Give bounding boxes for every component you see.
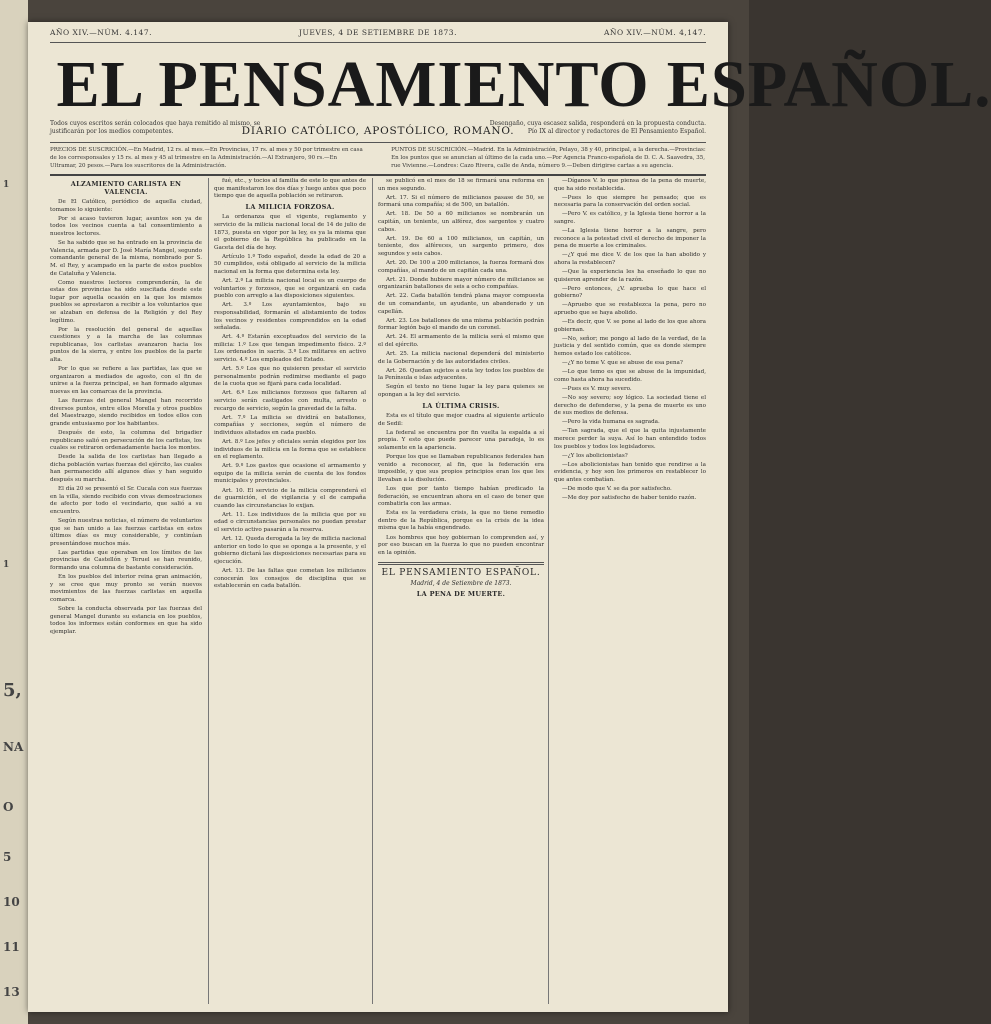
article-paragraph: —Los abolicionistas han tenido que rendirse a la evidencia, y hoy son los primeros en restablecer lo que antes combatían. xyxy=(554,461,706,483)
article-paragraph: Art. 23. Los batallones de una misma población podrán formar legión bajo el mando de un coronel. xyxy=(378,317,544,332)
article-paragraph: Las fuerzas del general Mangel han recorrido diversos puntos, entre ellos Morella y otros pueblos del Maestrazgo, siendo recibidos en todos ellos con grande entusiasmo por los habitantes. xyxy=(50,398,202,427)
masthead-subtitle: DIARIO CATÓLICO, APOSTÓLICO, ROMANO. xyxy=(241,125,515,137)
strip-text: 13 xyxy=(3,985,20,999)
article-paragraph: Art. 21. Donde hubiere mayor número de milicianos se organizarán batallones de seis a ocho compañías. xyxy=(378,276,544,291)
editorial-date: Madrid, 4 de Setiembre de 1873. xyxy=(410,579,512,587)
inner-masthead: EL PENSAMIENTO ESPAÑOL. xyxy=(381,568,541,579)
column-rule xyxy=(372,178,373,1004)
article-paragraph: Las partidas que operaban en los límites de las provincias de Castellón y Teruel se han reunido, formando una columna de bastante consideración. xyxy=(50,549,202,571)
article-paragraph: Art. 12. Queda derogada la ley de milicia nacional anterior en todo lo que se oponga a la presente, y el gobierno dictará las disposiciones necesarias para su ejecución. xyxy=(214,536,366,565)
article-paragraph: —No, señor; me pongo al lado de la verdad, de la justicia y del sentido común, que es donde siempre hemos estado los católicos. xyxy=(554,335,706,357)
article-paragraph: —Lo que temo es que se abuse de la impunidad, como hasta ahora ha sucedido. xyxy=(554,369,706,383)
article-paragraph: Como nuestros lectores comprenderán, la de estas dos provincias ha sido suscitada desde este lugar por aquella ocasión en la que los mismos pueblos se aprestaron a recibir a los voluntarios que se alzaban en defensa de la Religión y del Rey legítimo. xyxy=(50,279,202,324)
masthead-note-right: Desengaño, cuya escasez salida, responderá en la propuesta conducta. Pío IX al director y redactores de El Pensamiento Español. xyxy=(489,120,706,135)
article-paragraph: Esta es el título que mejor cuadra al siguiente artículo de Sedil: xyxy=(378,413,544,427)
article-paragraph: Sobre la conducta observada por las fuerzas del general Mangel durante su estancia en los pueblos, todos los informes están conformes en que ha sido ejemplar. xyxy=(50,605,202,635)
strip-text: 11 xyxy=(3,940,20,954)
article-paragraph: Art. 7.º La milicia se dividirá en batallones, compañías y secciones, según el número de individuos alistados en cada pueblo. xyxy=(214,414,366,436)
article-paragraph: Art. 4.º Estarán exceptuados del servicio de la milicia: 1.º Los que tengan impedimento físico. 2.º Los ordenados in sacris. 3.º Los militares en activo servicio. 4.º Los empleados del Estado. xyxy=(214,334,366,364)
article-paragraph: Según nuestras noticias, el número de voluntarios que se han unido a las fuerzas carlistas en estos últimos días es muy considerable, y continúan presentándose muchos más. xyxy=(50,517,202,547)
article-paragraph: —Pero entonces, ¿V. aprueba lo que hace el gobierno? xyxy=(554,285,706,300)
masthead-note-left: Todos cuyos escritos serán colocados que haya remitido al mismo, se justificarán por los medios competentes. xyxy=(50,120,261,135)
column-rule xyxy=(208,178,209,1004)
top-rule xyxy=(50,42,706,43)
article-paragraph: —No soy severo; soy lógico. La sociedad tiene el derecho de defenderse, y la pena de muerte es uno de sus medios de defensa. xyxy=(554,394,706,417)
strip-text: 1 xyxy=(3,560,10,570)
article-paragraph: Según el texto no tiene lugar la ley para quienes se opongan a la ley del servicio. xyxy=(378,384,544,398)
article-paragraph: —¿Y qué me dice V. de los que la han abolido y ahora la restablecen? xyxy=(554,252,706,266)
article-paragraph: Art. 25. La milicia nacional dependerá del ministerio de la Gobernación y de las autoridades civiles. xyxy=(378,350,544,365)
article-paragraph: Esta es la verdadera crisis, la que no tiene remedio dentro de la República, porque es la crisis de la idea misma que la había engendrado. xyxy=(378,510,544,532)
masthead-rule xyxy=(50,142,706,143)
article-paragraph: —Es decir, que V. se pone al lado de los que ahora gobiernan. xyxy=(554,319,706,333)
article-paragraph: Art. 8.º Los jefes y oficiales serán elegidos por los individuos de la milicia en la forma que se establece en el reglamento. xyxy=(214,439,366,461)
article-paragraph: se publicó en el mes de 18 se firmará una reforma en un mes segundo. xyxy=(378,178,544,192)
article-paragraph: Por la resolución del general de aquellas cuestiones y a la marcha de las columnas republicanas, los carlistas avanzaron hacia los puntos de la sierra, y entre los pueblos de la parte alta. xyxy=(50,326,202,364)
article-paragraph: —Tan sagrada, que el que la quita injustamente merece perder la suya. Así lo han entendido todos los pueblos y todos los legisladores. xyxy=(554,428,706,450)
issue-line xyxy=(50,28,706,42)
article-paragraph: —¿Y no teme V. que se abuse de esa pena? xyxy=(562,360,683,367)
article-paragraph: —Díganos V. lo que piensa de la pena de muerte, que ha sido restablecida. xyxy=(554,178,706,192)
masthead-title: EL PENSAMIENTO ESPAÑOL. xyxy=(56,48,991,121)
adjacent-page-strip xyxy=(0,0,28,1024)
article-paragraph: Art. 18. De 50 a 60 milicianos se nombrarán un capitán, un teniente, un alférez, dos sargentos y cuatro cabos. xyxy=(378,211,544,233)
issue-date: JUEVES, 4 DE SETIEMBRE DE 1873. xyxy=(299,28,457,37)
article-paragraph: Por si acaso tuvieron lugar, asuntos son ya de todos los vecinos cuenta a tal consentimiento a nuestros lectores. xyxy=(50,215,202,238)
article-paragraph: —Apruebo que se restablezca la pena, pero no apruebo que se haya abolido. xyxy=(554,302,706,316)
body-rule xyxy=(50,174,706,176)
column-4 xyxy=(554,178,706,1004)
article-paragraph: Por lo que se refiere a las partidas, las que se organizaron a mediados de agosto, con el fin de unirse a la fuerza principal, se han formado algunas nuevas en las comarcas de la provincia. xyxy=(50,366,202,395)
strip-text: NA xyxy=(3,740,24,754)
article-paragraph: El día 20 se presentó el Sr. Cucala con sus fuerzas en la villa, siendo recibido con vivas demostraciones de afecto por todo el vecindario, que salió a su encuentro. xyxy=(50,486,202,515)
issue-number-right: AÑO XIV.—NÚM. 4,147. xyxy=(604,28,706,37)
article-paragraph: Art. 22. Cada batallón tendrá plana mayor compuesta de un comandante, un ayudante, un abanderado y un capellán. xyxy=(378,293,544,315)
article-paragraph: Art. 9.º Los gastos que ocasione el armamento y equipo de la milicia serán de cuenta de los fondos municipales y provinciales. xyxy=(214,463,366,485)
article-paragraph: Art. 6.º Los milicianos forzosos que faltaren al servicio serán castigados con multa, arresto o recargo de servicio, según la gravedad de la falta. xyxy=(214,390,366,412)
article-paragraph: En los pueblos del interior reina gran animación, y se cree que muy pronto se verán nuevos movimientos de las fuerzas carlistas en aquella comarca. xyxy=(50,574,202,603)
article-paragraph: Art. 17. Si el número de milicianos pasase de 50, se formará una compañía; si de 500, un batallón. xyxy=(378,194,544,209)
article-heading: LA ÚLTIMA CRISIS. xyxy=(422,401,500,410)
strip-text: 1 xyxy=(3,180,10,190)
article-paragraph: —La Iglesia tiene horror a la sangre, pero reconoce a la potestad civil el derecho de imponer la pena de muerte a los criminales. xyxy=(554,228,706,250)
article-paragraph: Se ha sabido que se ha entrado en la provincia de Valencia, armada por D. José María Mangel, segundo comandante general de la misma, nombrado por S. M. el Rey, y acampado en la parte de estos pueblos de Cataluña y Valencia. xyxy=(50,240,202,277)
article-heading: LA MILICIA FORZOSA. xyxy=(245,202,335,211)
article-paragraph: Desde la salida de los carlistas han llegado a dicha población varias fuerzas del ejército, las cuales han permanecido allí algunos días y han seguido después su marcha. xyxy=(50,454,202,483)
column-1 xyxy=(50,178,202,1004)
strip-text: 10 xyxy=(3,895,20,909)
article-paragraph: Art. 11. Los individuos de la milicia que por su edad o circunstancias personales no puedan prestar el servicio activo pasarán a la reserva. xyxy=(214,511,366,534)
article-paragraph: fué, etc., y tocios al familia de este lo que antes de que manifestaron los dos días y luego antes que poco tiempo que de aquella población se retiraron. xyxy=(214,178,366,200)
article-paragraph: —Pues es V. muy severo. xyxy=(562,385,632,392)
article-paragraph: Art. 2.º La milicia nacional local es un cuerpo de voluntarios y forzosos, que se organizará en cada pueblo con arreglo a las disposiciones siguientes. xyxy=(214,278,366,300)
strip-text: 5 xyxy=(3,850,12,864)
article-paragraph: —Que la experiencia les ha enseñado lo que no quisieron aprender de la razón. xyxy=(554,269,706,283)
article-paragraph: —Pues lo que siempre he pensado; que es necesaria para la conservación del orden social. xyxy=(554,194,706,209)
column-rule xyxy=(548,178,549,1004)
section-divider xyxy=(378,562,544,565)
article-paragraph: —Me doy por satisfecho de haber tenido razón. xyxy=(562,495,697,502)
column-2 xyxy=(214,178,366,1004)
article-paragraph: Art. 20. De 100 a 200 milicianos, la fuerza formará dos compañías, al mando de un capitán cada una. xyxy=(378,259,544,274)
column-3 xyxy=(378,178,544,1004)
article-paragraph: Los que por tanto tiempo habían predicado la federación, se encuentran ahora en el caso de tener que combatirla con las armas. xyxy=(378,485,544,508)
article-heading: LA PENA DE MUERTE. xyxy=(416,589,506,598)
issue-number-left: AÑO XIV.—NÚM. 4.147. xyxy=(50,28,152,37)
article-paragraph: Art. 10. El servicio de la milicia comprenderá el de guarnición, el de vigilancia y el de campaña cuando las circunstancias lo exijan. xyxy=(214,487,366,509)
subscription-prices xyxy=(50,146,706,172)
article-heading: ALZAMIENTO CARLISTA EN VALENCIA. xyxy=(70,180,182,196)
article-paragraph: —Pero la vida humana es sagrada. xyxy=(562,419,660,426)
newspaper-page xyxy=(28,22,991,1012)
strip-text: O xyxy=(3,800,14,814)
article-paragraph: Artículo 1.º Todo español, desde la edad de 20 a 50 cumplidos, está obligado al servicio de la milicia nacional en la forma que determina esta ley. xyxy=(214,253,366,276)
article-paragraph: —¿Y los abolicionistas? xyxy=(562,452,628,459)
prices-left: PRECIOS DE SUSCRICIÓN.—En Madrid, 12 rs. al mes.—En Provincias, 17 rs. al mes y 50 por trimestre en casa de los corresponsales y 15 rs. al mes y 45 al trimestre en la Administración.—Al Extranjero, 90 rs.—En Ultramar, 20 pesos.—Para los suscritores de la Administración. xyxy=(50,147,363,169)
article-paragraph: —Pero V. es católico, y la Iglesia tiene horror a la sangre. xyxy=(554,211,706,225)
article-paragraph: Art. 3.º Los ayuntamientos, bajo su responsabilidad, formarán el alistamiento de todos los vecinos y residentes comprendidos en la edad señalada. xyxy=(214,302,366,332)
article-paragraph: Art. 19. De 60 a 100 milicianos, un capitán, un teniente, dos alféreces, un sargento primero, dos segundos y seis cabos. xyxy=(378,235,544,257)
article-paragraph: Art. 24. El armamento de la milicia será el mismo que el del ejército. xyxy=(378,334,544,348)
article-paragraph: La federal se encuentra por fin vuelta la espalda a sí propia. Y esto que puede parecer una paradoja, lo es solamente en la apariencia. xyxy=(378,429,544,451)
prices-right: PUNTOS DE SUSCRICIÓN.—Madrid. En la Administración, Pelayo, 38 y 40, principal, a la derecha.—Provincias: En los puntos que se anuncian al último de la cada uno.—Por Agencia Franco-española de D. C. A. Saavedra, 35, rue Vivienne.—Londres: Cazo Rivera, calle de Anda, número 9.—Deben dirigirse cartas a su agencia. xyxy=(391,147,706,169)
article-paragraph: Art. 26. Quedan sujetos a esta ley todos los pueblos de la Península e islas adyacentes. xyxy=(378,367,544,382)
article-paragraph: Art. 5.º Los que no quisieren prestar el servicio personalmente podrán redimirse mediante el pago de la cuota que se fijará para cada localidad. xyxy=(214,366,366,388)
article-paragraph: Los hombres que hoy gobiernan lo comprenden así, y por eso buscan en la fuerza lo que no pueden encontrar en la opinión. xyxy=(378,534,544,556)
article-paragraph: Porque los que se llamaban republicanos federales han venido a reconocer, al fin, que la federación era imposible, y que sus propios principios eran los que les llevaban a la disolución. xyxy=(378,454,544,483)
article-paragraph: —De modo que V. se da por satisfecho. xyxy=(562,485,672,492)
article-paragraph: Después de esto, la columna del brigadier republicano salió en persecución de los carlistas, los cuales se retiraron ordenadamente hacia los montes. xyxy=(50,429,202,452)
article-paragraph: Art. 13. De las faltas que cometan los milicianos conocerán los consejos de disciplina que se establecerán en cada batallón. xyxy=(214,568,366,590)
article-paragraph: La ordenanza que el vigente, reglamento y servicio de la milicia nacional local de 14 de julio de 1873, puesta en vigor por la ley, es ya la misma que el gobierno de la República ha publicado en la Gaceta del día de hoy. xyxy=(214,214,366,251)
article-paragraph: De El Católico, periódico de aquella ciudad, tomamos lo siguiente: xyxy=(50,199,202,213)
strip-text: 5, xyxy=(3,680,22,701)
